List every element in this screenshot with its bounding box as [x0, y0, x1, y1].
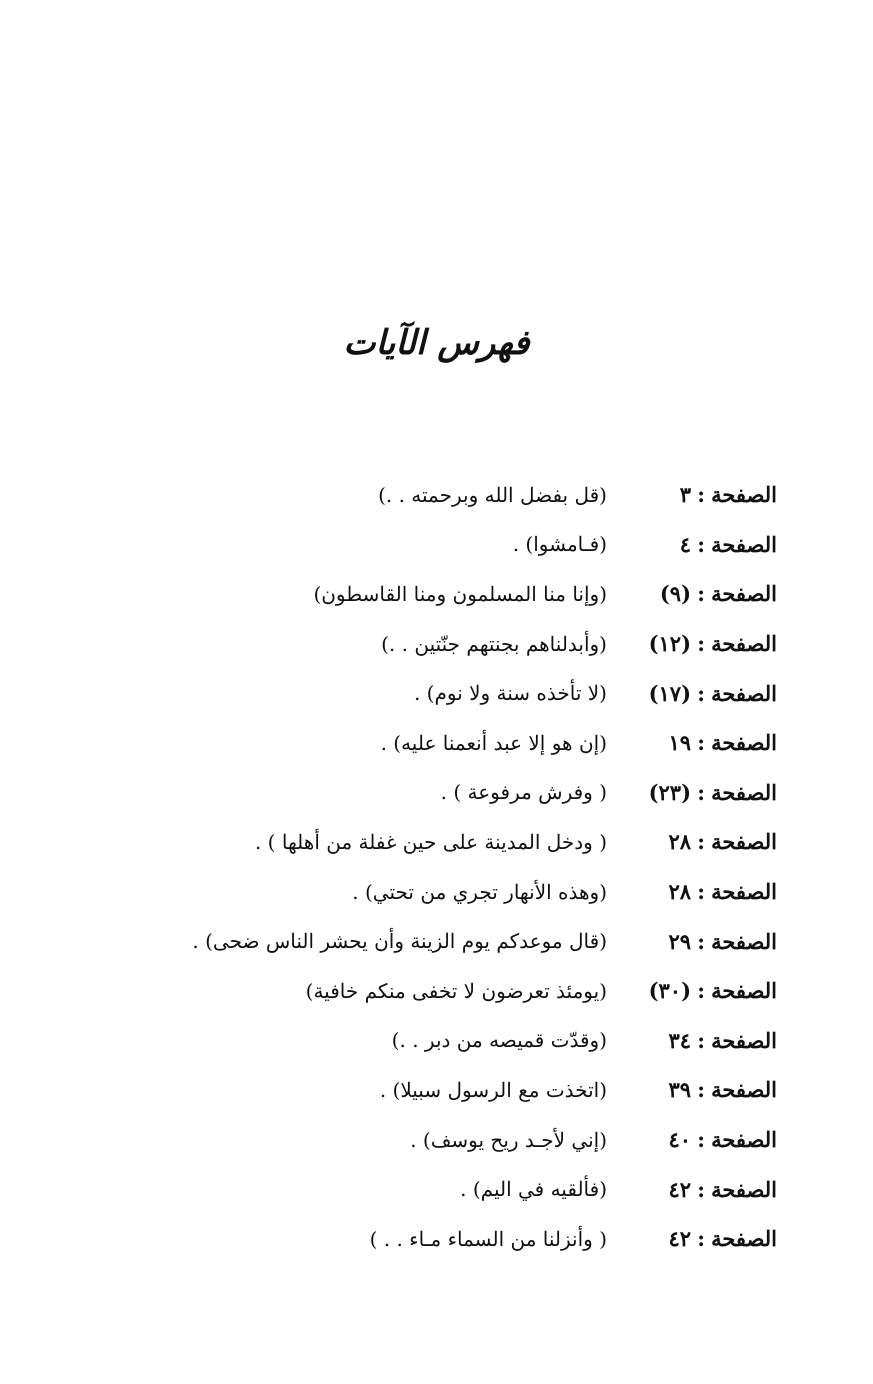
page-title: فهرس الآيات	[343, 323, 530, 363]
page-label: الصفحة	[711, 1077, 777, 1103]
verse-index-list	[77, 470, 777, 1264]
index-entry	[77, 867, 777, 917]
page-number: ٤٢	[668, 1226, 691, 1252]
label-colon: :	[697, 482, 705, 508]
verse-text: ( وفرش مرفوعة ) .	[440, 780, 607, 805]
label-colon: :	[697, 1226, 705, 1252]
verse-text: (قال موعدكم يوم الزينة وأن يحشر الناس ضحى) .	[192, 929, 607, 954]
index-entry	[77, 1065, 777, 1115]
index-entry	[77, 916, 777, 966]
label-colon: :	[697, 879, 705, 905]
index-entry	[77, 718, 777, 768]
label-colon: :	[697, 779, 705, 805]
verse-text: (وقدّت قميصه من دبر . .)	[391, 1028, 607, 1053]
label-colon: :	[697, 531, 705, 557]
page-label: الصفحة	[711, 482, 777, 508]
page-label: الصفحة	[711, 829, 777, 855]
page-label: الصفحة	[711, 928, 777, 954]
page-number: ٢٨	[668, 879, 691, 905]
verse-text: (إن هو إلا عبد أنعمنا عليه) .	[380, 730, 607, 755]
page-number: ٤	[679, 531, 691, 557]
page-number: (١٢)	[648, 631, 691, 657]
verse-text: ( وأنزلنا من السماء مـاء . . )	[369, 1226, 607, 1251]
index-entry	[77, 569, 777, 619]
page-label: الصفحة	[711, 730, 777, 756]
page-label: الصفحة	[711, 1176, 777, 1202]
page-number: ٢٩	[668, 928, 691, 954]
page-label: الصفحة	[711, 879, 777, 905]
verse-text: (فـامشوا) .	[512, 532, 607, 557]
page-number: ٣٩	[668, 1077, 691, 1103]
index-entry	[77, 619, 777, 669]
label-colon: :	[697, 928, 705, 954]
label-colon: :	[697, 730, 705, 756]
verse-text: (وأبدلناهم بجنتهم جنّتين . .)	[381, 631, 607, 656]
label-colon: :	[697, 581, 705, 607]
verse-text: (اتخذت مع الرسول سبيلا) .	[379, 1077, 607, 1102]
page-number: (٣٠)	[648, 978, 691, 1004]
verse-text: (لا تأخذه سنة ولا نوم) .	[413, 681, 607, 706]
label-colon: :	[697, 1127, 705, 1153]
verse-text: (إني لأجـد ريح يوسف) .	[410, 1127, 607, 1152]
page-label: الصفحة	[711, 1226, 777, 1252]
page-label: الصفحة	[711, 680, 777, 706]
index-entry	[77, 520, 777, 570]
page-label: الصفحة	[711, 779, 777, 805]
page-number: ٤٢	[668, 1176, 691, 1202]
page-number: ٣	[679, 482, 691, 508]
verse-text: (وإنا منا المسلمون ومنا القاسطون)	[313, 581, 607, 606]
index-entry	[77, 668, 777, 718]
label-colon: :	[697, 1077, 705, 1103]
verse-text: ( ودخل المدينة على حين غفلة من أهلها ) .	[254, 829, 607, 854]
page-label: الصفحة	[711, 581, 777, 607]
index-entry	[77, 768, 777, 818]
label-colon: :	[697, 978, 705, 1004]
index-entry	[77, 1016, 777, 1066]
page-number: (٩)	[659, 581, 691, 607]
page-label: الصفحة	[711, 1127, 777, 1153]
label-colon: :	[697, 631, 705, 657]
index-entry	[77, 470, 777, 520]
label-colon: :	[697, 1027, 705, 1053]
page-number: (١٧)	[648, 680, 691, 706]
index-entry	[77, 1214, 777, 1264]
index-entry	[77, 1115, 777, 1165]
index-entry	[77, 1164, 777, 1214]
page-label: الصفحة	[711, 531, 777, 557]
page-label: الصفحة	[711, 631, 777, 657]
verse-text: (وهذه الأنهار تجري من تحتي) .	[352, 879, 607, 904]
index-entry	[77, 817, 777, 867]
label-colon: :	[697, 829, 705, 855]
page-label: الصفحة	[711, 1027, 777, 1053]
verse-text: (قل بفضل الله وبرحمته . .)	[378, 482, 607, 507]
page-number: ١٩	[668, 730, 691, 756]
verse-text: (فألقيه في اليم) .	[460, 1177, 607, 1202]
index-entry	[77, 966, 777, 1016]
page-number: ٣٤	[668, 1027, 691, 1053]
label-colon: :	[697, 1176, 705, 1202]
verse-text: (يومئذ تعرضون لا تخفى منكم خافية)	[305, 978, 607, 1003]
page-number: (٢٣)	[648, 779, 691, 805]
page-label: الصفحة	[711, 978, 777, 1004]
page-number: ٢٨	[668, 829, 691, 855]
page-number: ٤٠	[668, 1127, 691, 1153]
label-colon: :	[697, 680, 705, 706]
